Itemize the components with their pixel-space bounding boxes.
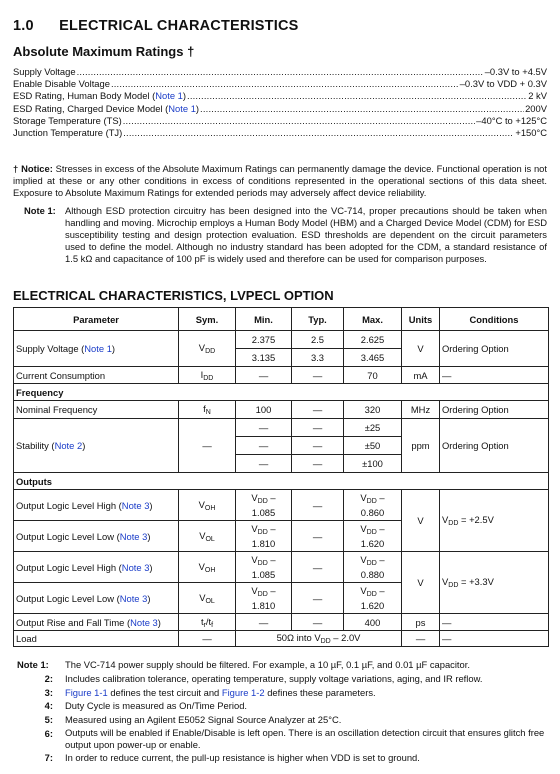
table-row — [14, 331, 549, 367]
abs-max-value: 2 kV — [528, 90, 547, 102]
note-text: Figure 1-1 defines the test circuit and Figure 1-2 defines these parameters. — [65, 686, 376, 698]
param-cell: Stability (Note 2) — [14, 419, 179, 473]
note-text: Outputs will be enabled if Enable/Disable is left open. There is an oscillation detection circuit that ensures glitch free output upon power-up or enable. — [65, 726, 545, 750]
note-text: In order to reduce current, the pull-up resistance is higher when VDD is set to ground. — [65, 751, 420, 763]
param-cell: Load — [14, 631, 179, 647]
max-cell: $V_{DD}$ – 0.860 — [344, 490, 402, 521]
typ-cell: — — [292, 490, 344, 521]
section-label: Outputs — [14, 473, 549, 490]
note-number: 6: — [44, 727, 53, 739]
sym-cell: — — [179, 419, 236, 473]
note-item — [17, 727, 547, 751]
sym-cell: — — [179, 631, 236, 647]
note-number: Note 1: — [17, 659, 49, 670]
units-cell: mA — [402, 367, 440, 384]
sym-cell: $V_{OH}$ — [179, 552, 236, 583]
max-cell: 2.625 3.465 — [344, 331, 402, 367]
cond-cell: Ordering Option — [440, 331, 549, 367]
sym-cell: $f_N$ — [179, 401, 236, 419]
units-cell: ps — [402, 614, 440, 631]
param-cell: Current Consumption — [14, 367, 179, 384]
max-cell: 70 — [344, 367, 402, 384]
param-cell: Output Logic Level High (Note 3) — [14, 552, 179, 583]
note-link[interactable]: Note 2 — [54, 440, 83, 451]
abs-max-row — [13, 115, 547, 127]
abs-max-title: Absolute Maximum Ratings † — [13, 44, 195, 59]
leader-dots — [123, 127, 514, 139]
min-cell: $V_{DD}$ – 1.085 — [236, 552, 292, 583]
table-row — [14, 419, 549, 473]
note-label: Note 1: — [24, 205, 56, 216]
min-cell: — — [236, 614, 292, 631]
max-cell: ±25 ±50 ±100 — [344, 419, 402, 473]
note-item — [17, 713, 547, 727]
note-text: Measured using an Agilent E5052 Signal Source Analyzer at 25°C. — [65, 714, 342, 726]
electrical-characteristics-table — [13, 307, 549, 647]
note-link[interactable]: Note 3 — [121, 499, 150, 511]
esd-note — [24, 205, 547, 265]
note-number: 4: — [44, 700, 53, 712]
sym-cell: $V_{OL}$ — [179, 583, 236, 614]
leader-dots — [200, 103, 524, 115]
note-link[interactable]: Note 3 — [119, 592, 148, 604]
max-cell: 320 — [344, 401, 402, 419]
max-cell: $V_{DD}$ – 1.620 — [344, 521, 402, 552]
abs-max-value: –40°C to +125°C — [476, 114, 547, 126]
table-title: ELECTRICAL CHARACTERISTICS, LVPECL OPTION — [13, 288, 334, 303]
leader-dots — [187, 90, 527, 102]
min-cell: $V_{DD}$ – 1.810 — [236, 583, 292, 614]
table-row — [14, 614, 549, 631]
param-cell: Output Logic Level High (Note 3) — [14, 490, 179, 521]
note-link[interactable]: Note 1 — [84, 343, 112, 354]
min-cell: $V_{DD}$ – 1.085 — [236, 490, 292, 521]
abs-max-value: 200V — [525, 102, 547, 114]
note-link[interactable]: Note 1 — [155, 90, 183, 102]
note-item — [17, 658, 547, 672]
table-row — [14, 401, 549, 419]
typ-cell: — — [292, 401, 344, 419]
typ-cell: 2.5 3.3 — [292, 331, 344, 367]
header-cell: Conditions — [440, 308, 549, 331]
abs-max-value: –0.3V to +4.5V — [484, 66, 547, 77]
units-cell: ppm — [402, 419, 440, 473]
table-header-row — [14, 308, 549, 331]
notice-paragraph: † Notice: Stresses in excess of the Absolute Maximum Ratings can permanently damage the device. Functional operation is not implied at these or any other conditions in excess of conditions represented in the operational sections of this data sheet. Exposure to Absolute Maximum Ratings for extended periods may adversely affect device reliability. — [13, 163, 547, 198]
param-cell: Output Rise and Fall Time (Note 3) — [14, 614, 179, 631]
header-cell: Parameter — [14, 308, 179, 331]
cond-cell: $V_{DD} = +2.5V$ — [440, 490, 549, 552]
cond-cell: Ordering Option — [440, 419, 549, 473]
abs-max-label: ESD Rating, Human Body Model (Note 1) — [13, 90, 187, 102]
typ-cell: — — [292, 367, 344, 384]
note-text: Duty Cycle is measured as On/Time Period. — [65, 700, 248, 712]
note-text: The VC-714 power supply should be filtered. For example, a 10 µF, 0.1 µF, and 0.01 µF capacitor. — [65, 659, 470, 670]
sym-cell: $t_r/t_f$ — [179, 614, 236, 631]
figure-link[interactable]: Figure 1-2 — [221, 686, 265, 698]
header-cell: Typ. — [292, 308, 344, 331]
note-item — [17, 751, 547, 765]
header-cell: Units — [402, 308, 440, 331]
table-row — [14, 552, 549, 583]
max-cell: 400 — [344, 614, 402, 631]
param-cell: Output Logic Level Low (Note 3) — [14, 583, 179, 614]
note-link[interactable]: Note 3 — [121, 561, 150, 573]
table-row — [14, 490, 549, 521]
param-cell: Supply Voltage (Note 1) — [14, 331, 179, 367]
note-number: 5: — [44, 714, 53, 726]
sym-cell: $V_{OL}$ — [179, 521, 236, 552]
header-cell: Sym. — [179, 308, 236, 331]
table-row — [14, 631, 549, 647]
note-link[interactable]: Note 3 — [119, 530, 148, 542]
min-cell: — — [236, 367, 292, 384]
note-number: 2: — [44, 672, 53, 684]
min-cell: 2.375 3.135 — [236, 331, 292, 367]
typ-cell: — — — — [292, 419, 344, 473]
note-number: 7: — [44, 751, 53, 763]
note-item — [17, 686, 547, 700]
leader-dots — [123, 115, 475, 127]
abs-max-label: Enable Disable Voltage — [13, 78, 110, 90]
param-cell: Output Logic Level Low (Note 3) — [14, 521, 179, 552]
param-cell: Nominal Frequency — [14, 401, 179, 419]
note-number: 3: — [44, 686, 53, 698]
note-item — [17, 699, 547, 713]
leader-dots — [111, 78, 459, 90]
abs-max-value: +150°C — [515, 126, 547, 138]
typ-cell: — — [292, 552, 344, 583]
section-label: Frequency — [14, 384, 549, 401]
figure-link[interactable]: Figure 1-1 — [65, 686, 108, 698]
typ-cell: — — [292, 583, 344, 614]
note-text: Although ESD protection circuitry has been designed into the VC-714, proper precautions should be taken when handling and moving. Microchip employs a Human Body Model (HBM) and a Charged Device Model (CDM) for ESD susceptibility testing and design protection evaluation. ESD thresholds are dependent on the circuit parameters used to define the model. Although no industry standard has been adopted for the CDM, a standard resistance of 1.5 kΩ and capacitance of 100 pF is widely used and therefore can be used for comparison purposes. — [65, 205, 547, 264]
table-row — [14, 367, 549, 384]
note-text: Includes calibration tolerance, operating temperature, supply voltage variations, aging, and IR reflow. — [65, 672, 483, 684]
units-cell: V — [402, 331, 440, 367]
min-cell: — — — — [236, 419, 292, 473]
section-heading: 1.0 ELECTRICAL CHARACTERISTICS — [13, 18, 299, 34]
abs-max-label: Storage Temperature (TS) — [13, 114, 122, 126]
abs-max-row — [13, 103, 547, 115]
cond-cell: — — [440, 367, 549, 384]
load-value-cell: 50Ω into $V_{DD} - 2.0V$ — [236, 631, 402, 647]
typ-cell: — — [292, 521, 344, 552]
section-row — [14, 473, 549, 490]
cond-cell: — — [440, 631, 549, 647]
abs-max-label: Supply Voltage — [13, 66, 76, 77]
abs-max-row — [13, 78, 547, 90]
note-link[interactable]: Note 1 — [168, 102, 196, 114]
min-cell: $V_{DD}$ – 1.810 — [236, 521, 292, 552]
units-cell: — — [402, 631, 440, 647]
sym-cell: $I_{DD}$ — [179, 367, 236, 384]
units-cell: V — [402, 490, 440, 552]
note-link[interactable]: Note 3 — [130, 616, 158, 628]
units-cell: MHz — [402, 401, 440, 419]
cond-cell: — — [440, 614, 549, 631]
sym-cell: $V_{OH}$ — [179, 490, 236, 521]
abs-max-row — [13, 90, 547, 102]
abs-max-row — [13, 127, 547, 139]
table-notes — [17, 658, 547, 765]
max-cell: $V_{DD}$ – 1.620 — [344, 583, 402, 614]
abs-max-list — [13, 66, 547, 139]
header-cell: Max. — [344, 308, 402, 331]
cond-cell: $V_{DD} = +3.3V$ — [440, 552, 549, 614]
max-cell: $V_{DD}$ – 0.880 — [344, 552, 402, 583]
min-cell: 100 — [236, 401, 292, 419]
abs-max-label: ESD Rating, Charged Device Model (Note 1) — [13, 102, 200, 114]
cond-cell: Ordering Option — [440, 401, 549, 419]
leader-dots — [77, 66, 484, 78]
abs-max-value: –0.3V to VDD + 0.3V — [459, 78, 547, 90]
abs-max-label: Junction Temperature (TJ) — [13, 126, 123, 138]
sym-cell: $V_{DD}$ — [179, 331, 236, 367]
typ-cell: — — [292, 614, 344, 631]
section-row — [14, 384, 549, 401]
note-item — [17, 672, 547, 686]
units-cell: V — [402, 552, 440, 614]
header-cell: Min. — [236, 308, 292, 331]
abs-max-row — [13, 66, 547, 78]
